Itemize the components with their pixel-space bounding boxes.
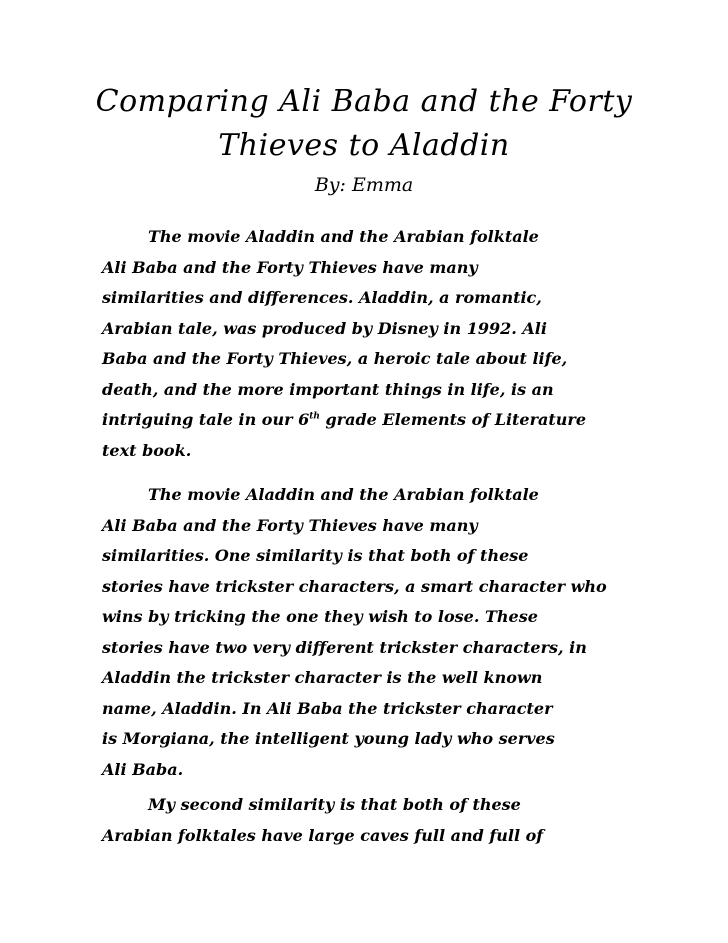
title-line-1: Comparing Ali Baba and the Forty bbox=[95, 84, 633, 119]
text-segment: intriguing tale in our 6 bbox=[102, 410, 310, 429]
text-segment: grade Elements of Literature bbox=[319, 410, 587, 429]
text-line: Aladdin the trickster character is the well known bbox=[102, 668, 543, 687]
paragraph-3 bbox=[102, 790, 642, 851]
title-line-2: Thieves to Aladdin bbox=[218, 128, 510, 163]
text-line: similarities and differences. Aladdin, a romantic, bbox=[102, 288, 542, 307]
text-line: Baba and the Forty Thieves, a heroic tale about life, bbox=[102, 349, 568, 368]
text-line: death, and the more important things in life, is an bbox=[102, 379, 554, 399]
paragraph-1 bbox=[102, 222, 642, 466]
text-line: Arabian tale, was produced by Disney in 1992. Ali bbox=[102, 318, 547, 338]
text-line: The movie Aladdin and the Arabian folktale bbox=[148, 485, 539, 504]
text-line: stories have trickster characters, a smart character who bbox=[102, 576, 607, 596]
text-line: My second similarity is that both of these bbox=[148, 795, 521, 814]
text-line: Ali Baba. bbox=[102, 759, 184, 779]
text-line: wins by tricking the one they wish to lose. These bbox=[102, 607, 538, 626]
text-line bbox=[102, 405, 642, 436]
ordinal-superscript: th bbox=[309, 411, 320, 422]
text-line: The movie Aladdin and the Arabian folktale bbox=[148, 227, 539, 246]
title-block bbox=[0, 80, 728, 200]
paragraph-2 bbox=[102, 480, 642, 785]
text-line: similarities. One similarity is that both of these bbox=[102, 546, 529, 565]
text-line: Arabian folktales have large caves full and full of bbox=[102, 825, 544, 845]
text-line: name, Aladdin. In Ali Baba the trickster character bbox=[102, 698, 553, 718]
byline: By: Emma bbox=[314, 174, 414, 196]
text-line: Ali Baba and the Forty Thieves have many bbox=[102, 257, 478, 277]
text-line: stories have two very different trickster characters, in bbox=[102, 637, 587, 657]
text-line: is Morgiana, the intelligent young lady who serves bbox=[102, 729, 555, 748]
text-line: Ali Baba and the Forty Thieves have many bbox=[102, 515, 478, 535]
text-line: text book. bbox=[102, 440, 192, 460]
